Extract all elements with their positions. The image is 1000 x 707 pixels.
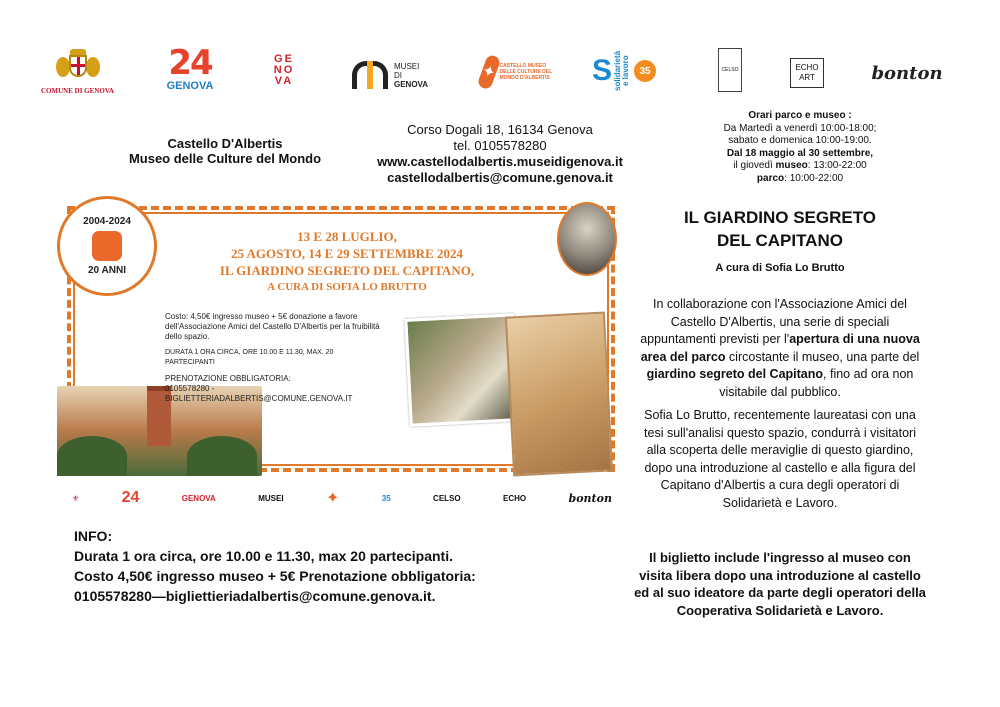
sponsor-logo-strip <box>72 478 612 518</box>
info-heading: INFO: <box>74 528 113 544</box>
castello-pentagon-small-icon: ✦ <box>325 490 340 507</box>
castello-logo-text: CASTELLO MUSEO DELLE CULTURE DEL MONDO D'ALBERTIS <box>499 63 553 81</box>
solidarieta-lavoro-logo <box>592 48 682 94</box>
hours-bold: museo <box>775 160 808 171</box>
poster-title <box>197 228 497 296</box>
description-paragraph-1 <box>634 296 926 401</box>
poster-curator: A CURA DI SOFIA LO BRUTTO <box>267 281 427 293</box>
ticket-info: Il biglietto include l'ingresso al museo con visita libera dopo una introduzione al castello ed al suo ideatore da parte degli operatori della Cooperativa Solidarietà e Lavoro. <box>634 550 926 618</box>
bonton-small: bonton <box>568 491 612 505</box>
poster-event-title: IL GIARDINO SEGRETO DEL CAPITANO, <box>219 263 475 278</box>
sl-text: solidarietà e lavoro <box>613 51 631 92</box>
comune-crest-small-icon: ⚜ <box>72 493 80 503</box>
curator-line: A cura di Sofia Lo Brutto <box>715 262 845 274</box>
info-line: Costo 4,50€ ingresso museo + 5€ Prenotazione obbligatoria: <box>74 568 476 584</box>
sl-small: 35 <box>381 493 391 503</box>
celso-small: CELSO <box>433 493 461 503</box>
text-run: circostante il museo, una parte del <box>725 349 920 364</box>
echo-small: ECHO <box>503 493 527 503</box>
genova-red-line: NO <box>273 63 295 76</box>
poster-dates: 25 AGOSTO, 14 E 29 SETTEMBRE 2024 <box>230 246 463 261</box>
event-description <box>634 296 926 518</box>
title-line: DEL CAPITANO <box>717 231 843 250</box>
sl-mark: S <box>592 54 613 87</box>
poster-cost: Costo: 4,50€ ingresso museo + 5€ donazione a favore dell'Associazione Amici del Castello D'Albertis per la fruibilità dello spazio. <box>165 312 380 341</box>
musei-line: DI <box>394 70 402 80</box>
info-line: Durata 1 ora circa, ore 10.00 e 11.30, max 20 partecipanti. <box>74 548 453 564</box>
genova-red-small: GENOVA <box>181 493 216 503</box>
hours-text: : 10:00-22:00 <box>784 172 844 184</box>
genova-red-line: GE <box>274 52 294 65</box>
hours-line: Dal 18 maggio al 30 settembre, <box>726 147 874 159</box>
celso-label: CELSO <box>721 67 739 73</box>
castello-pentagon-icon <box>92 231 122 261</box>
info-line: 0105578280—bigliettieriadalbertis@comune.genova.it. <box>74 588 436 604</box>
opening-hours <box>700 110 900 185</box>
anniv-years: 2004-2024 <box>83 216 131 227</box>
poster-booking-title: PRENOTAZIONE OBBLIGATORIA: <box>165 374 291 383</box>
genova-red-line: VA <box>274 74 294 87</box>
musei-m-icon <box>352 61 388 89</box>
poster-info <box>165 312 380 404</box>
venue-line: Castello D'Albertis <box>167 136 283 151</box>
venue-name <box>100 136 350 166</box>
anniv-label: 20 ANNI <box>88 265 126 276</box>
event-title <box>640 206 920 252</box>
captain-portrait-photo <box>557 202 617 276</box>
poster-dates: 13 E 28 LUGLIO, <box>297 229 397 244</box>
phone: tel. 0105578280 <box>453 138 547 153</box>
genova-24-small: 24 <box>121 489 140 506</box>
text-run: In collaborazione con l'Associazione Amici del Castello D'Albertis, una serie di speciali appuntamenti previsti per l' <box>640 297 907 346</box>
garden-photo <box>404 313 520 427</box>
poster-booking-email: BIGLIETTERIADALBERTIS@COMUNE.GENOVA.IT <box>165 394 353 403</box>
text-run-bold: apertura di una nuova area del parco <box>640 332 920 364</box>
comune-di-genova-logo <box>40 42 115 102</box>
venue-line: Museo delle Culture del Mondo <box>128 151 322 166</box>
hours-title: Orari parco e museo : <box>748 110 852 121</box>
text-run: , fino ad ora non visitabile dal pubblico. <box>719 367 914 399</box>
website-link[interactable]: www.castellodalbertis.museidigenova.it <box>377 154 623 169</box>
echo-line: ART <box>799 73 815 82</box>
genova-24-label: GENOVA <box>166 80 214 92</box>
anniversary-badge <box>57 196 157 296</box>
text-run-bold: giardino segreto del Capitano <box>646 367 824 381</box>
musei-di-genova-logo <box>352 55 442 95</box>
hours-text: il giovedì <box>733 160 776 171</box>
email-link[interactable]: castellodalbertis@comune.genova.it <box>387 170 613 185</box>
poster-duration: DURATA 1 ORA CIRCA, ORE 10.00 E 11.30, MAX. 20 PARTECIPANTI <box>165 349 334 366</box>
hours-line: sabato e domenica 10:00-19:00. <box>728 135 872 146</box>
badge-35: 35 <box>634 60 656 82</box>
event-poster <box>57 196 617 476</box>
bonton-logo <box>872 60 942 86</box>
hours-line: Da Martedì a venerdì 10:00-18:00; <box>723 122 877 134</box>
genova-24-logo <box>160 38 220 100</box>
bonton-label: bonton <box>871 62 943 84</box>
genova-red-logo <box>262 50 306 90</box>
info-block <box>74 526 504 606</box>
title-line: IL GIARDINO SEGRETO <box>683 208 877 227</box>
castello-pentagon-icon: ✦ <box>477 54 501 91</box>
hours-text: : 13:00-22:00 <box>807 160 867 171</box>
number-24: 24 <box>168 43 212 83</box>
contact-block <box>360 122 640 186</box>
comune-label: COMUNE DI GENOVA <box>41 87 114 95</box>
castello-dalbertis-logo <box>479 50 560 94</box>
musei-line: MUSEI <box>394 61 420 71</box>
address: Corso Dogali 18, 16134 Genova <box>407 122 593 137</box>
musei-line: GENOVA <box>394 79 429 89</box>
celso-logo <box>718 48 742 92</box>
genova-crest-icon <box>56 49 100 85</box>
poster-booking-phone: 0105578280 - <box>165 384 215 393</box>
echo-art-logo <box>790 58 824 88</box>
echo-line: ECHO <box>795 63 819 72</box>
musei-small: MUSEI <box>258 493 284 503</box>
description-paragraph-2: Sofia Lo Brutto, recentemente laureatasi con una tesi sull'analisi questo spazio, condurrà i visitatori alla scoperta delle meraviglie di questo giardino, dopo una introduzione al castello e alla figura del Capitano d'Albertis a cura degli operatori di Solidarietà e Lavoro. <box>644 408 916 510</box>
hours-bold: parco <box>756 172 785 184</box>
vintage-photo <box>505 311 613 476</box>
